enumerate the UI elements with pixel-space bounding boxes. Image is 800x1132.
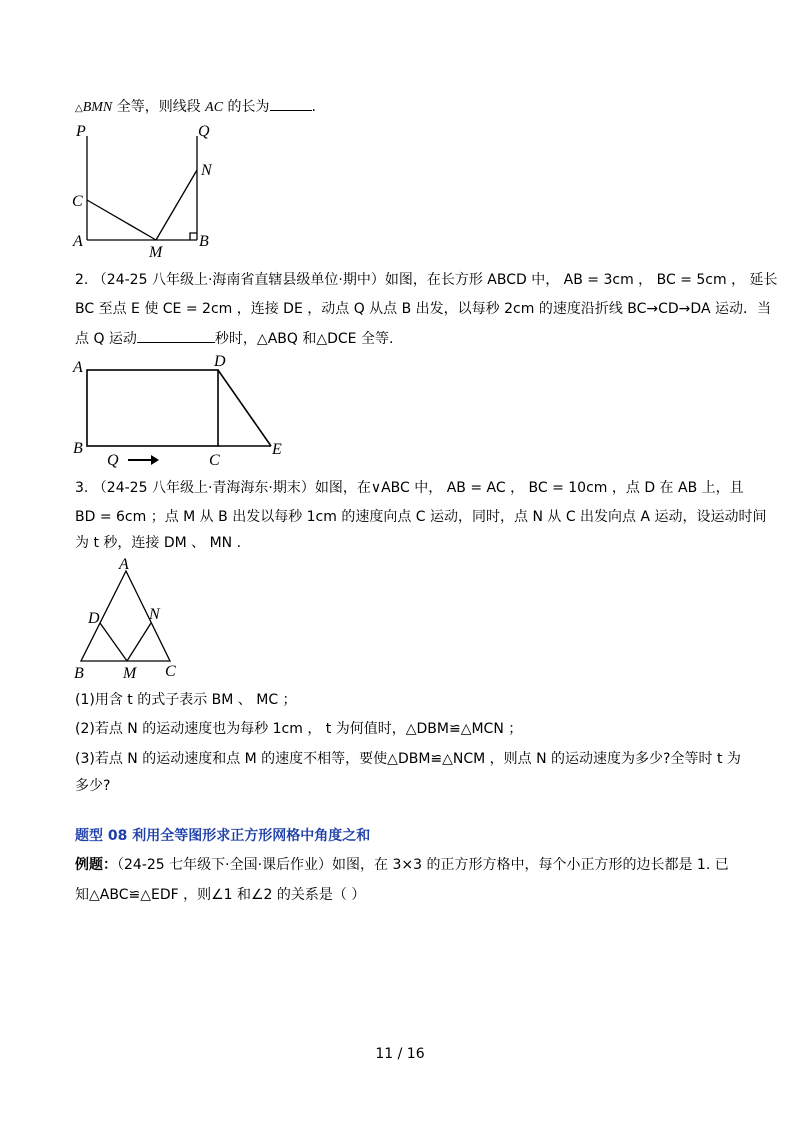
- q3-line-1: 3. （24-25 八年级上·青海海东·期末）如图，在∨ABC 中， AB = AC ， BC = 10cm ，点 D 在 AB 上，且: [75, 480, 744, 496]
- q2-line-3a: 点 Q 运动: [75, 331, 137, 347]
- label-A: A: [73, 233, 83, 250]
- label-C: C: [72, 193, 83, 210]
- q3-line-2: BD = 6cm ；点 M 从 B 出发以每秒 1cm 的速度向点 C 运动，同时，点 N 从 C 出发向点 A 运动，设运动时间: [75, 509, 767, 525]
- figure-3: [65, 555, 195, 685]
- label-D: D: [214, 353, 226, 370]
- q1-text: 全等，则线段: [112, 99, 206, 115]
- figure-1: [60, 120, 230, 260]
- q3-part-3: (3)若点 N 的运动速度和点 M 的速度不相等，要使△DBM≌△NCM ，则点 N 的运动速度为多少?全等时 t 为: [75, 751, 741, 767]
- q1-text-suffix: 的长为: [223, 99, 270, 115]
- label-N: N: [201, 162, 212, 179]
- triangle-name: BMN: [82, 100, 113, 115]
- figure-2: [65, 350, 305, 470]
- label-A: A: [73, 359, 83, 376]
- label-C: C: [209, 452, 220, 469]
- label-N: N: [149, 606, 160, 623]
- label-P: P: [76, 123, 86, 140]
- label-D: D: [88, 610, 100, 627]
- q1-tail-line: [75, 96, 316, 119]
- q3-line-3: 为 t 秒，连接 DM 、 MN .: [75, 535, 242, 551]
- label-E: E: [272, 441, 282, 458]
- q3-part-2: (2)若点 N 的运动速度也为每秒 1cm ， t 为何值时，△DBM≌△MCN ；: [75, 721, 523, 737]
- triangle-symbol: △: [75, 103, 83, 114]
- label-B: B: [74, 665, 84, 682]
- label-B: B: [199, 233, 209, 250]
- label-C: C: [165, 663, 176, 680]
- page-number: 11 / 16: [375, 1046, 425, 1062]
- label-M: M: [149, 244, 163, 260]
- q3-part-3-cont: 多少?: [75, 778, 111, 794]
- q3-part-1: (1)用含 t 的式子表示 BM 、 MC ；: [75, 692, 297, 708]
- example-text-1: （24-25 七年级下·全国·课后作业）如图，在 3×3 的正方形方格中，每个小正方形的边长都是 1. 已: [117, 857, 729, 873]
- answer-blank-q2[interactable]: [137, 328, 215, 343]
- example-label: 例题：: [75, 857, 117, 873]
- q2-line-3b: 秒时，△ABQ 和△DCE 全等.: [214, 331, 394, 347]
- example-line-1: [75, 855, 729, 875]
- segment-name: AC: [205, 100, 224, 115]
- example-line-2: 知△ABC≌△EDF ，则∠1 和∠2 的关系是（ ）: [75, 887, 366, 903]
- label-A: A: [119, 556, 129, 573]
- label-Q: Q: [107, 452, 119, 469]
- label-B: B: [73, 440, 83, 457]
- q2-line-2: BC 至点 E 使 CE = 2cm ，连接 DE ，动点 Q 从点 B 出发，以每秒 2cm 的速度沿折线 BC→CD→DA 运动．当: [75, 301, 771, 317]
- q2-line-1: 2. （24-25 八年级上·海南省直辖县级单位·期中）如图，在长方形 ABCD 中， AB = 3cm ， BC = 5cm ， 延长: [75, 272, 778, 288]
- label-Q: Q: [198, 123, 210, 140]
- period: .: [311, 99, 316, 115]
- q2-line-3: [75, 328, 393, 349]
- section-heading: 题型 08 利用全等图形求正方形网格中角度之和: [75, 828, 371, 844]
- answer-blank-q1[interactable]: [270, 96, 312, 111]
- label-M: M: [123, 665, 137, 682]
